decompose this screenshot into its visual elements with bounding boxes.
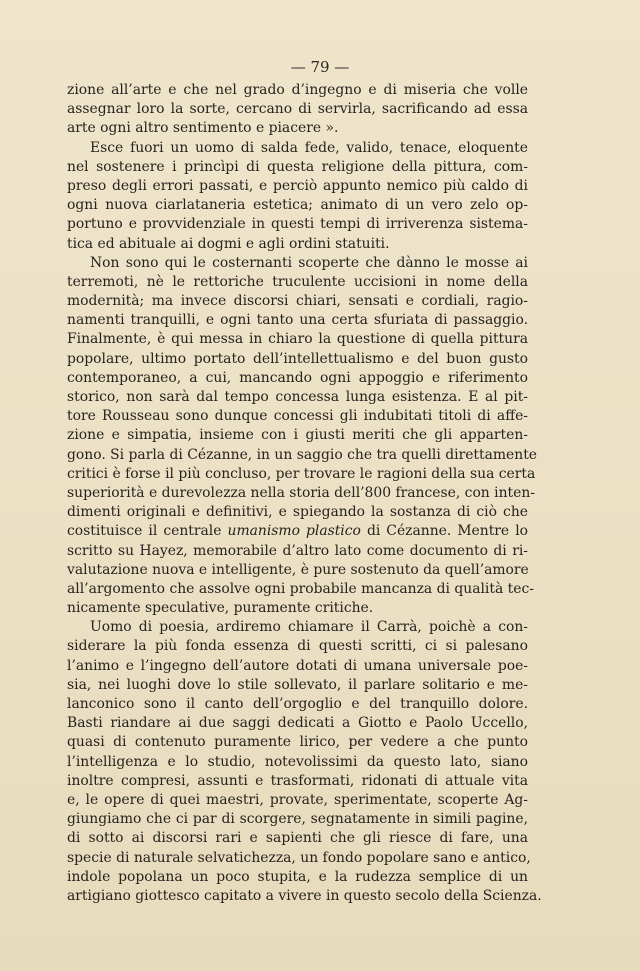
text-line: Uomo di poesia, ardiremo chiamare il Carrà, poichè a con-: [90, 619, 528, 636]
text-line: sia, nei luoghi dove lo stile sollevato, il parlare solitario e me-: [67, 676, 528, 693]
text-line: giungiamo che ci par di scorgere, segnatamente in simili pagine,: [67, 811, 528, 828]
text-line: portuno e provvidenziale in questi tempi di irriverenza sistema-: [67, 216, 528, 233]
text-line: ogni nuova ciarlataneria estetica; animato di un vero zelo op-: [67, 197, 528, 214]
text-line: arte ogni altro sentimento e piacere ».: [67, 120, 339, 137]
text-line: storico, non sarà dal tempo concessa lunga esistenza. E al pit-: [67, 389, 528, 405]
text-line-with-italic: [67, 522, 528, 541]
text-line: l’intelligenza e lo studio, notevolissimi da questo lato, siano: [67, 753, 528, 770]
text-line: lanconico sono il canto dell’orgoglio e del tranquillo dolore.: [67, 696, 528, 712]
text-line: Non sono qui le costernanti scoperte che dànno le mosse ai: [90, 254, 528, 271]
text-line: assegnar loro la sorte, cercano di servirla, sacrificando ad essa: [67, 101, 528, 118]
text-line: e, le opere di quei maestri, provate, sperimentate, scoperte Ag-: [67, 791, 528, 808]
text-segment: di Cézanne. Mentre lo: [360, 523, 528, 540]
text-line: nicamente speculative, puramente critiche.: [67, 600, 374, 617]
text-line: terremoti, nè le rettoriche truculente uccisioni in nome della: [67, 273, 528, 290]
text-line: artigiano giottesco capitato a vivere in questo secolo della Scienza.: [67, 887, 542, 904]
text-line: critici è forse il più concluso, per trovare le ragioni della sua certa: [67, 465, 536, 482]
text-line: indole popolana un poco stupita, e la rudezza semplice di un: [67, 868, 528, 885]
text-line: inoltre compresi, assunti e trasformati, ridonati di attuale vita: [67, 772, 528, 789]
text-line: contemporaneo, a cui, mancando ogni appoggio e riferimento: [67, 369, 528, 386]
text-line: all’argomento che assolve ogni probabile mancanza di qualità tec-: [67, 580, 534, 597]
text-line: Basti riandare ai due saggi dedicati a Giotto e Paolo Uccello,: [67, 715, 528, 732]
text-line: scritto su Hayez, memorabile d’altro lato come documento di ri-: [67, 542, 528, 559]
text-line: zione all’arte e che nel grado d’ingegno e di miseria che volle: [67, 82, 528, 98]
text-line: quasi di contenuto puramente lirico, per vedere a che punto: [67, 734, 528, 751]
text-line: popolare, ultimo portato dell’intellettualismo e del buon gusto: [67, 350, 528, 367]
text-line: gono. Si parla di Cézanne, in un saggio che tra quelli direttamente: [67, 446, 538, 463]
text-line: valutazione nuova e intelligente, è pure sostenuto da quell’amore: [67, 561, 529, 578]
text-line: modernità; ma invece discorsi chiari, sensati e cordiali, ragio-: [67, 293, 528, 310]
text-line: specie di naturale selvatichezza, un fondo popolare sano e antico,: [67, 849, 531, 866]
body-text: [67, 81, 542, 906]
text-line: Finalmente, è qui messa in chiaro la questione di quella pittura: [67, 331, 528, 348]
text-line: superiorità e durevolezza nella storia dell’800 francese, con inten-: [67, 484, 536, 501]
text-line: siderare la più fonda essenza di questi scritti, ci si palesano: [67, 638, 528, 655]
text-line: l’animo e l’ingegno dell’autore dotati di umana universale poe-: [67, 657, 528, 674]
text-line: namenti tranquilli, e ogni tanto una certa sfuriata di passaggio.: [67, 312, 528, 329]
text-line: dimenti originali e definitivi, e spiegando la sostanza di ciò che: [67, 504, 528, 521]
text-line: tica ed abituale ai dogmi e agli ordini statuiti.: [67, 235, 390, 252]
italic-term: umanismo plastico: [227, 523, 361, 540]
text-line: nel sostenere i princìpi di questa religione della pittura, com-: [67, 158, 528, 175]
text-segment: costituisce il centrale: [67, 523, 228, 540]
text-line: Esce fuori un uomo di salda fede, valido, tenace, eloquente: [90, 139, 528, 156]
text-line: di sotto ai discorsi rari e sapienti che gli riesce di fare, una: [67, 830, 528, 847]
text-line: zione e simpatia, insieme con i giusti meriti che gli apparten-: [67, 427, 528, 444]
text-line: tore Rousseau sono dunque concessi gli indubitati titoli di affe-: [67, 408, 528, 425]
text-line: preso degli errori passati, e perciò appunto nemico più caldo di: [67, 177, 528, 194]
page-number: — 79 —: [290, 58, 350, 76]
